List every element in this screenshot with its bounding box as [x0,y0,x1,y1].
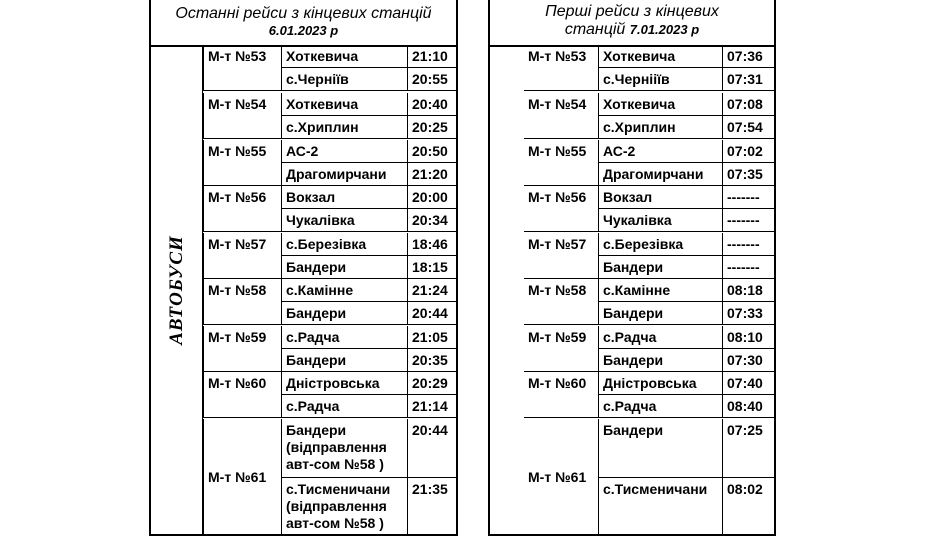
departure-time: 08:18 [722,279,776,302]
stop-name [281,478,407,536]
departure-time: 07:35 [722,163,776,186]
departure-time: 07:30 [722,349,776,372]
route-number: М-т №54 [524,93,598,139]
route-number: М-т №60 [203,372,281,418]
departure-time: 07:36 [722,45,776,68]
departure-time: ------- [722,233,776,256]
stop-name [281,419,407,478]
first-trips-panel [488,0,776,536]
stop-name: АС-2 [598,140,722,163]
stop-name: Дністровська [281,372,407,395]
first-trips-title-prefix: станцій [564,21,626,38]
route-number: М-т №56 [203,186,281,232]
departure-time: 20:50 [407,140,458,163]
departure-time: 20:55 [407,68,458,91]
route-number: М-т №61 [203,419,281,536]
departure-time: 08:40 [722,395,776,418]
departure-time: ------- [722,186,776,209]
stop-name: Драгомирчани [598,163,722,186]
stop-name: с.Черніїв [281,68,407,91]
stop-name: с.Камінне [281,279,407,302]
departure-time: 21:10 [407,45,458,68]
first-trips-header [490,0,774,47]
stop-name: с.Березівка [281,233,407,256]
route-number: М-т №53 [524,45,598,91]
stop-name: с.Хриплин [598,116,722,139]
stop-name: с.Березівка [598,233,722,256]
last-trips-panel [149,0,458,536]
route-number: М-т №57 [524,233,598,279]
departure-time: 07:33 [722,302,776,325]
stop-name-line: (відправлення [286,498,387,514]
route-number: М-т №54 [203,93,281,139]
departure-time: 07:31 [722,68,776,91]
departure-time: 07:54 [722,116,776,139]
stop-name: Бандери [598,419,722,478]
stop-name: Хоткевича [598,45,722,68]
departure-time: 21:20 [407,163,458,186]
stop-name: Хоткевича [598,93,722,116]
departure-time: 07:25 [722,419,776,478]
departure-time: 21:14 [407,395,458,418]
departure-time: 08:10 [722,326,776,349]
route-number: М-т №57 [203,233,281,279]
route-number: М-т №58 [524,279,598,325]
route-number: М-т №60 [524,372,598,418]
stop-name: Вокзал [281,186,407,209]
route-number: М-т №55 [203,140,281,186]
stop-name: Бандери [281,256,407,279]
departure-time: 20:00 [407,186,458,209]
stop-name: Бандери [281,302,407,325]
departure-time: 20:29 [407,372,458,395]
departure-time: 07:08 [722,93,776,116]
departure-time: ------- [722,209,776,232]
stop-name: Чукалівка [598,209,722,232]
first-trips-title-line2 [490,21,774,39]
departure-time: 18:15 [407,256,458,279]
departure-time: 08:02 [722,478,776,536]
stop-name: с.Радча [281,395,407,418]
departure-time: 07:02 [722,140,776,163]
route-number: М-т №58 [203,279,281,325]
stop-name: с.Чернііїв [598,68,722,91]
stop-name: Бандери [598,349,722,372]
stop-name-line: Бандери [286,422,347,438]
stop-name: Хоткевича [281,45,407,68]
route-number: М-т №61 [524,419,598,536]
last-trips-title: Останні рейси з кінцевих станцій [175,5,432,22]
stop-name: Чукалівка [281,209,407,232]
stop-name-line: с.Тисменичани [286,481,391,497]
departure-time: ------- [722,256,776,279]
stop-name: с.Радча [598,326,722,349]
departure-time: 20:44 [407,302,458,325]
first-trips-title-line1: Перші рейси з кінцевих [545,3,719,20]
departure-time: 07:40 [722,372,776,395]
departure-time: 20:34 [407,209,458,232]
stop-name: АС-2 [281,140,407,163]
stop-name: Вокзал [598,186,722,209]
stop-name: Бандери [281,349,407,372]
route-number: М-т №59 [203,326,281,372]
departure-time: 21:35 [407,478,458,536]
buses-label-text: АВТОБУСИ [166,235,187,345]
departure-time: 21:05 [407,326,458,349]
stop-name: Драгомирчани [281,163,407,186]
route-number: М-т №55 [524,140,598,186]
last-trips-header [151,0,456,47]
first-trips-date: 7.01.2023 р [629,22,700,37]
route-number: М-т №59 [524,326,598,372]
departure-time: 21:24 [407,279,458,302]
buses-side-label [151,45,203,536]
stop-name-line: (відправлення [286,439,387,455]
stop-name: Хоткевича [281,93,407,116]
stop-name: с.Тисменичани [598,478,722,536]
route-number: М-т №56 [524,186,598,232]
last-trips-date: 6.01.2023 р [268,23,339,38]
stop-name-line: авт-сом №58 ) [286,515,384,531]
departure-time: 20:40 [407,93,458,116]
departure-time: 20:25 [407,116,458,139]
departure-time: 20:35 [407,349,458,372]
stop-name: с.Камінне [598,279,722,302]
route-number: М-т №53 [203,45,281,91]
stop-name: Бандери [598,302,722,325]
stop-name: с.Хриплин [281,116,407,139]
stop-name: Дністровська [598,372,722,395]
stop-name: с.Радча [281,326,407,349]
stop-name: с.Радча [598,395,722,418]
departure-time: 18:46 [407,233,458,256]
departure-time: 20:44 [407,419,458,478]
stop-name: Бандери [598,256,722,279]
stop-name-line: авт-сом №58 ) [286,456,384,472]
